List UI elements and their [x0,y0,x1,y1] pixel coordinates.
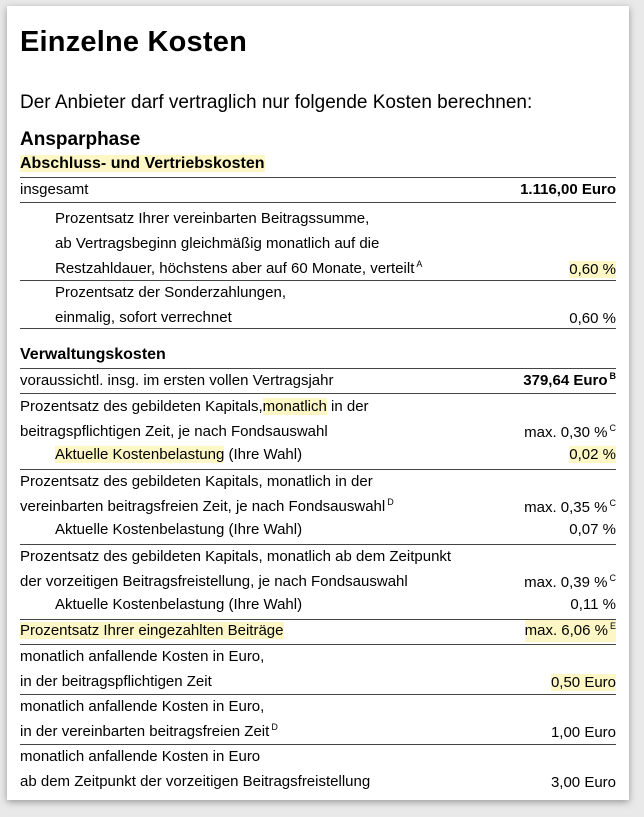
abschluss-total-row [20,179,616,201]
verwaltung-m3-line-2: ab dem Zeitpunkt der vorzeitigen Beitragsfreistellung [20,773,371,790]
verwaltung-heading: Verwaltungskosten [20,346,166,363]
divider [20,177,616,178]
abschluss-item-2-line-2: einmalig, sofort verrechnet [55,309,232,326]
verwaltung-k4-value: max. 6,06 % [524,622,608,639]
verwaltung-m2-row [20,694,616,744]
verwaltung-k1-current-row [20,444,616,466]
abschluss-item-2 [20,280,616,330]
verwaltung-m2-line-2: in der vereinbarten beitragsfreien Zeit [20,723,270,740]
verwaltung-m1-value: 0,50 Euro [550,674,616,691]
verwaltung-k3-line-1: Prozentsatz des gebildeten Kapitals, monatlich ab dem Zeitpunkt [20,548,452,565]
verwaltung-k2-current-label: Aktuelle Kostenbelastung (Ihre Wahl) [55,521,303,538]
verwaltung-k3-row [20,544,616,594]
page-title: Einzelne Kosten [20,26,247,58]
footnote-marker: A [416,259,423,269]
verwaltung-k1-current-label: Aktuelle Kostenbelastung [55,446,225,463]
abschluss-item-1-line-3: Restzahldauer, höchstens aber auf 60 Monate, verteilt [55,260,415,277]
verwaltung-k3-line-2: der vorzeitigen Beitragsfreistellung, je nach Fondsauswahl [20,573,408,590]
verwaltung-k3-current-value: 0,11 % [570,596,616,613]
abschluss-item-1-line-1: Prozentsatz Ihrer vereinbarten Beitragssumme, [55,210,370,227]
verwaltung-k1-value: max. 0,30 % [524,424,608,441]
verwaltung-first-year-row [20,370,616,392]
verwaltung-first-year-value: 379,64 Euro [523,372,608,389]
verwaltung-k2-current-row [20,519,616,541]
abschluss-item-1 [20,206,616,281]
verwaltung-k1-line-2: beitragspflichtigen Zeit, je nach Fondsauswahl [20,423,328,440]
verwaltung-k1-row [20,394,616,444]
verwaltung-m3-value: 3,00 Euro [550,774,616,791]
divider [20,368,616,369]
verwaltung-k4-label: Prozentsatz Ihrer eingezahlten Beiträge [20,622,284,639]
verwaltung-heading-row [20,344,616,366]
verwaltung-k2-value: max. 0,35 % [524,499,608,516]
footnote-marker: E [609,621,616,631]
verwaltung-k1-current-value: 0,02 % [569,446,616,463]
verwaltung-k2-row [20,469,616,519]
abschluss-total-label: insgesamt [20,181,89,198]
verwaltung-k2-line-1: Prozentsatz des gebildeten Kapitals, monatlich in der [20,473,373,490]
verwaltung-k1-line-1a: Prozentsatz des gebildeten Kapitals, [20,398,263,415]
abschluss-heading: Abschluss- und Vertriebskosten [20,155,265,172]
abschluss-item-1-value: 0,60 % [569,261,616,278]
verwaltung-k2-line-2: vereinbarten beitragsfreien Zeit, je nach Fondsauswahl [20,498,386,515]
verwaltung-k1-current-suffix: (Ihre Wahl) [224,446,303,463]
verwaltung-m1-line-1: monatlich anfallende Kosten in Euro, [20,648,265,665]
verwaltung-m1-line-2: in der beitragspflichtigen Zeit [20,673,212,690]
abschluss-total-value: 1.116,00 Euro [520,181,616,198]
verwaltung-k3-value: max. 0,39 % [524,574,608,591]
footnote-marker: C [609,573,616,583]
abschluss-item-1-line-2: ab Vertragsbeginn gleichmäßig monatlich auf die [55,235,380,252]
verwaltung-k3-current-label: Aktuelle Kostenbelastung (Ihre Wahl) [55,596,303,613]
verwaltung-m3-line-1: monatlich anfallende Kosten in Euro [20,748,261,765]
footnote-marker: D [271,722,278,732]
footnote-marker: B [609,371,616,381]
verwaltung-m2-line-1: monatlich anfallende Kosten in Euro, [20,698,265,715]
footnote-marker: D [387,497,394,507]
verwaltung-k4-row [20,620,616,642]
abschluss-item-2-line-1: Prozentsatz der Sonderzahlungen, [55,284,286,301]
divider [20,328,616,329]
verwaltung-k1-line-1c: in der [326,398,369,415]
intro-text: Der Anbieter darf vertraglich nur folgende Kosten berechnen: [20,92,533,113]
divider [20,202,616,203]
abschluss-heading-row [20,153,616,175]
verwaltung-m2-value: 1,00 Euro [550,724,616,741]
cost-sheet-card [7,6,629,800]
verwaltung-m1-row [20,644,616,694]
footnote-marker: C [609,423,616,433]
abschluss-item-2-value: 0,60 % [569,310,616,327]
verwaltung-k3-current-row [20,594,616,616]
verwaltung-m3-row [20,744,616,794]
phase-heading: Ansparphase [20,129,141,150]
footnote-marker: C [609,498,616,508]
verwaltung-k2-current-value: 0,07 % [569,521,616,538]
verwaltung-k1-line-1b: monatlich [262,398,327,415]
verwaltung-first-year-label: voraussichtl. insg. im ersten vollen Vertragsjahr [20,372,334,389]
